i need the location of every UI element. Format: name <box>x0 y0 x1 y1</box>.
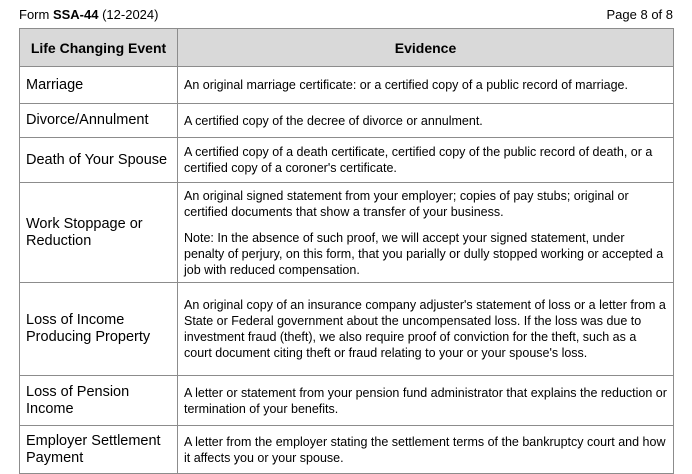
table-header-row <box>20 29 674 67</box>
event-cell: Work Stoppage or Reduction <box>20 183 178 283</box>
evidence-cell <box>178 283 674 376</box>
table-row <box>20 183 674 283</box>
table-row <box>20 376 674 426</box>
evidence-cell <box>178 104 674 138</box>
table-row <box>20 426 674 474</box>
evidence-cell <box>178 426 674 474</box>
form-identifier <box>19 7 158 22</box>
table-row <box>20 67 674 104</box>
evidence-table <box>19 28 674 474</box>
evidence-cell <box>178 67 674 104</box>
table-row <box>20 138 674 183</box>
table-row <box>20 104 674 138</box>
form-date: (12-2024) <box>98 6 159 22</box>
evidence-cell <box>178 138 674 183</box>
evidence-cell <box>178 183 674 283</box>
form-id: SSA-44 <box>52 6 99 22</box>
evidence-text: A letter or statement from your pension fund administrator that explains the reduction or termination of your benefits. <box>184 385 667 416</box>
event-cell: Divorce/Annulment <box>20 104 178 138</box>
evidence-cell <box>178 376 674 426</box>
event-cell: Loss of Pension Income <box>20 376 178 426</box>
evidence-text: An original signed statement from your employer; copies of pay stubs; original or certified documents that show a transfer of your business. <box>184 188 629 219</box>
event-cell: Employer Settlement Payment <box>20 426 178 474</box>
evidence-text: A certified copy of a death certificate, certified copy of the public record of death, or a certified copy of a coroner's certificate. <box>184 145 653 175</box>
table-row <box>20 283 674 376</box>
event-cell: Loss of Income Producing Property <box>20 283 178 376</box>
page-header <box>19 4 673 24</box>
evidence-text: An original marriage certificate: or a certified copy of a public record of marriage. <box>184 78 628 92</box>
evidence-note: Note: In the absence of such proof, we will accept your signed statement, under penalty of perjury, on this form, that you parially or dully stopped working or accepted a job with reduced compensation. <box>184 230 664 277</box>
event-cell: Death of Your Spouse <box>20 138 178 183</box>
event-cell: Marriage <box>20 67 178 104</box>
evidence-text: A letter from the employer stating the settlement terms of the bankruptcy court and how it affects you or your spouse. <box>184 434 666 465</box>
column-header-event: Life Changing Event <box>20 29 178 67</box>
evidence-text: A certified copy of the decree of divorce or annulment. <box>184 113 483 128</box>
column-header-evidence: Evidence <box>178 29 674 67</box>
form-prefix: Form <box>19 6 53 22</box>
page-number: Page 8 of 8 <box>606 6 673 22</box>
evidence-text: An original copy of an insurance company adjuster's statement of loss or a letter from a State or Federal government about the uncompensated loss. If the loss was due to investment fraud (theft), we also require proof of conviction for the theft, such as a court document citing theft or fraud relating to your or your spouse's loss. <box>184 298 666 360</box>
